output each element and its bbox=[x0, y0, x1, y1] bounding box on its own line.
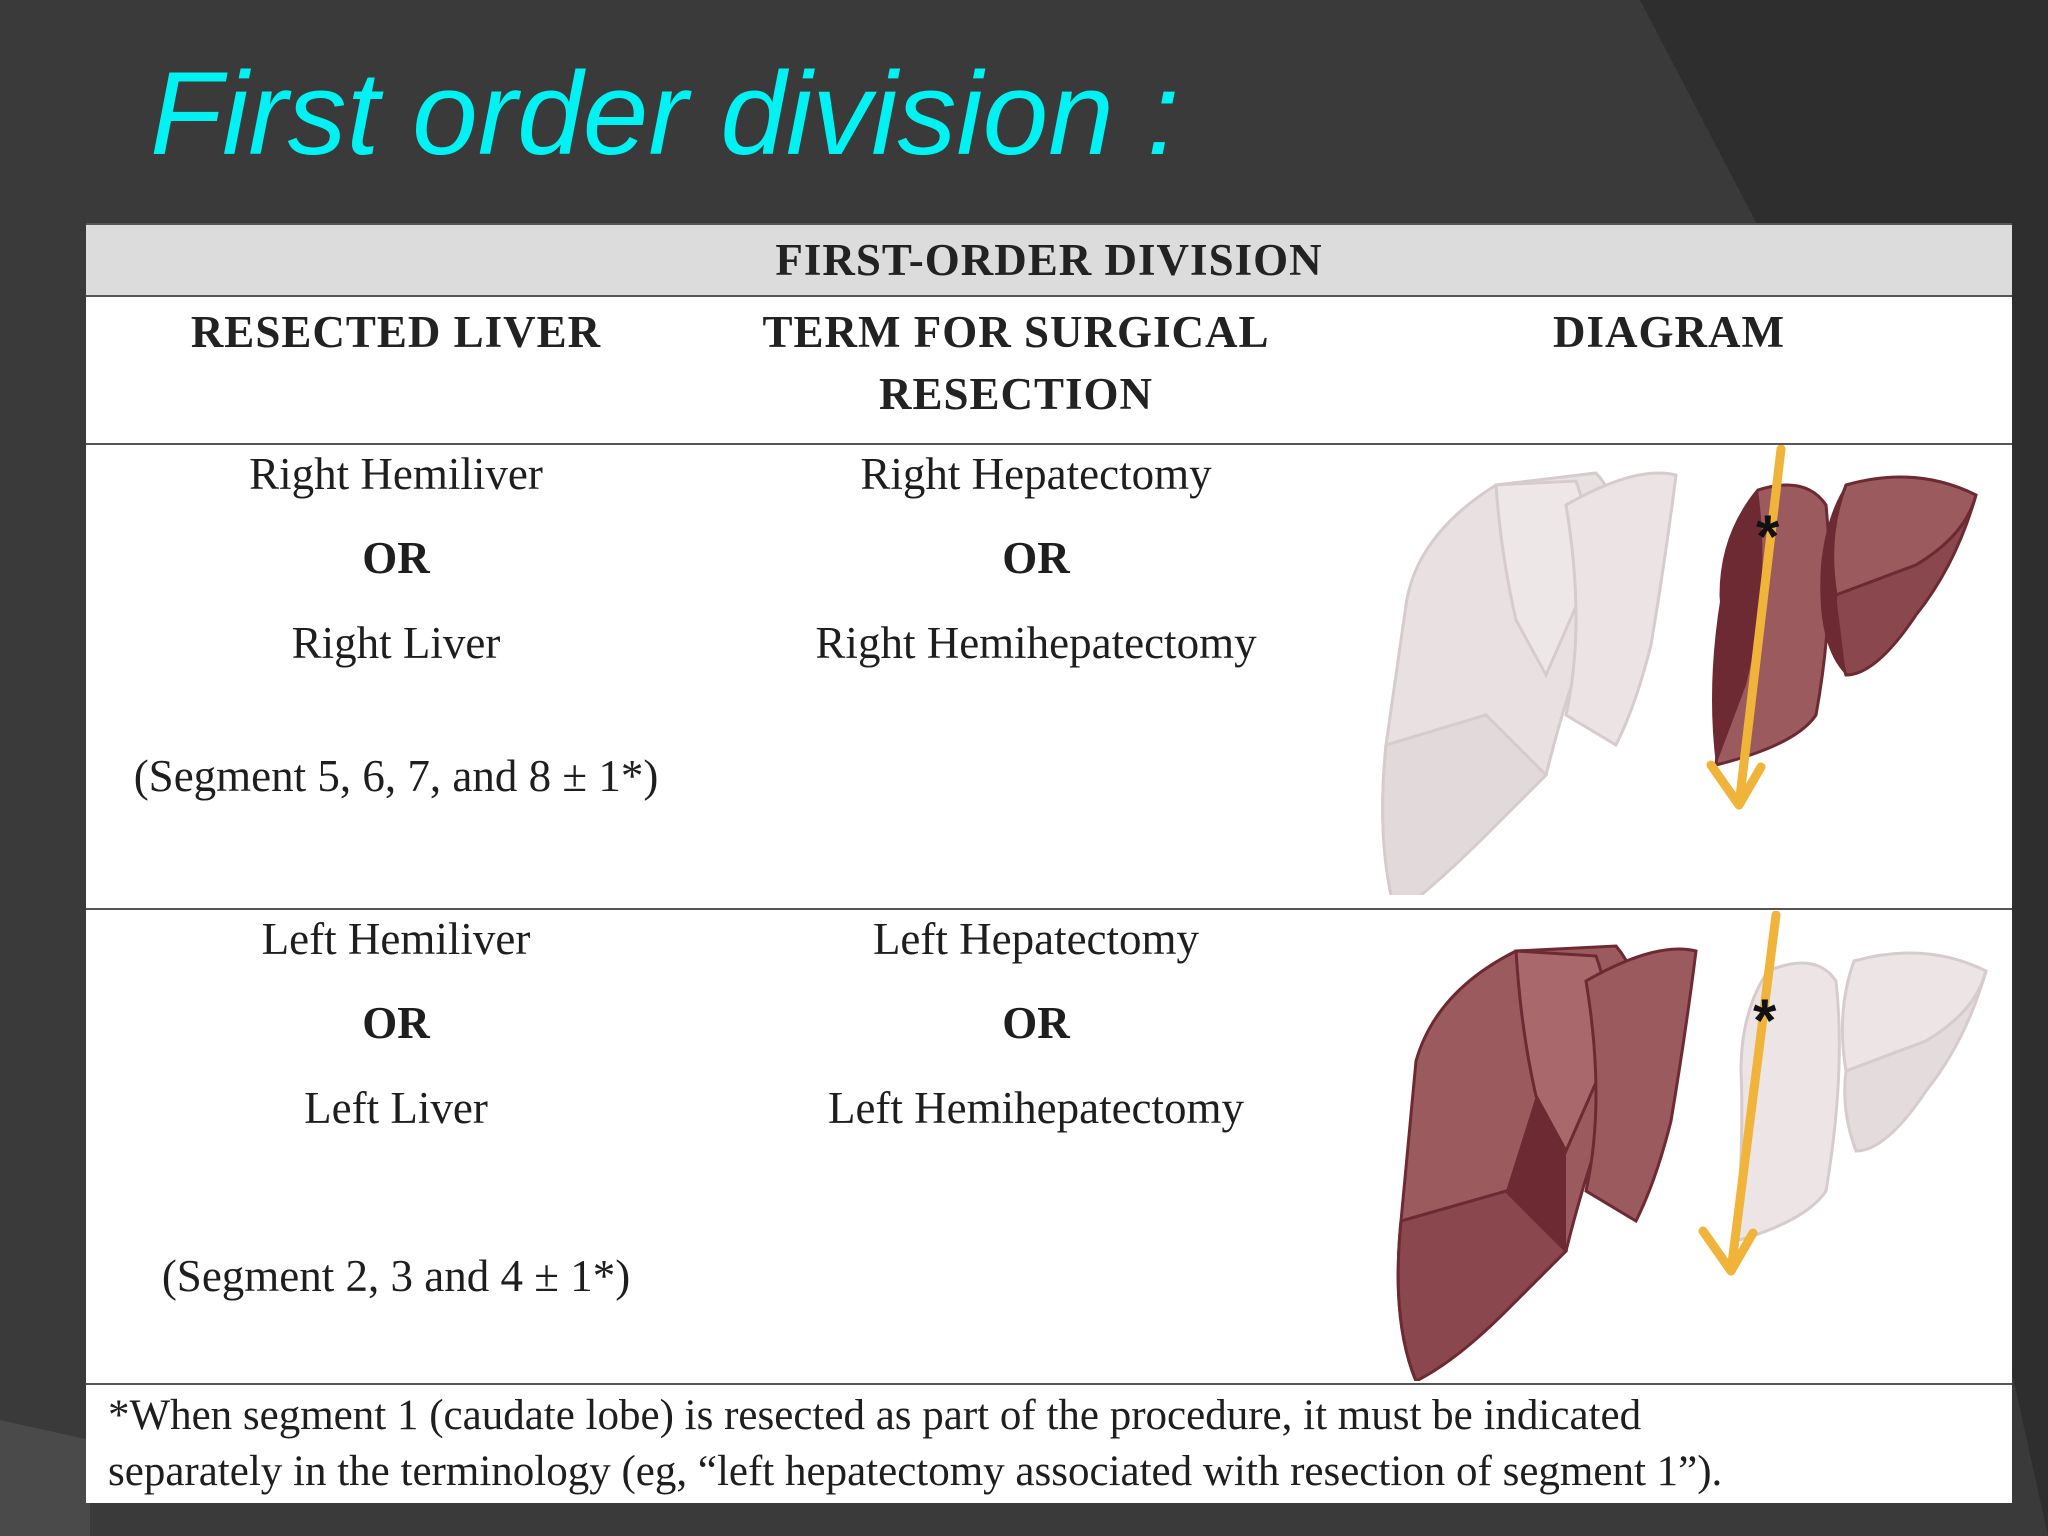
footnote-line2: separately in the terminology (eg, “left hepatectomy associated with resection of segment 1”). bbox=[108, 1448, 1723, 1495]
table-caption: FIRST-ORDER DIVISION bbox=[86, 223, 2012, 297]
resected-alt-name: Right Liver bbox=[291, 618, 501, 668]
footnote bbox=[108, 1388, 1988, 1500]
segment-list: (Segment 2, 3 and 4 ± 1*) bbox=[161, 1251, 631, 1301]
or-label: OR bbox=[1002, 998, 1070, 1048]
slide-title: First order division : bbox=[150, 48, 1180, 180]
right-hepatectomy-diagram bbox=[1376, 445, 2012, 895]
header-resected-liver: RESECTED LIVER bbox=[190, 307, 602, 357]
row-divider bbox=[86, 908, 2012, 910]
header-term bbox=[706, 301, 1326, 425]
or-label: OR bbox=[1002, 533, 1070, 583]
resected-left-liver bbox=[1398, 946, 1696, 1381]
footnote-line1: *When segment 1 (caudate lobe) is resected as part of the procedure, it must be indicated bbox=[108, 1392, 1642, 1439]
remnant-left-liver bbox=[1383, 473, 1676, 895]
resected-name: Left Hemiliver bbox=[261, 914, 531, 964]
resected-alt-name: Left Liver bbox=[304, 1083, 488, 1133]
row-divider bbox=[86, 1383, 2012, 1385]
left-hepatectomy-diagram bbox=[1376, 911, 2012, 1381]
header-term-line1: TERM FOR SURGICAL bbox=[762, 307, 1270, 357]
segment-list: (Segment 5, 6, 7, and 8 ± 1*) bbox=[133, 751, 659, 801]
header-term-line2: RESECTION bbox=[878, 369, 1154, 419]
surgical-term: Right Hepatectomy bbox=[860, 449, 1212, 499]
or-label: OR bbox=[362, 533, 430, 583]
or-label: OR bbox=[362, 998, 430, 1048]
surgical-term: Left Hepatectomy bbox=[872, 914, 1200, 964]
resection-table bbox=[86, 223, 2012, 1503]
header-diagram: DIAGRAM bbox=[1553, 307, 1785, 357]
resected-name: Right Hemiliver bbox=[249, 449, 543, 499]
surgical-alt-term: Right Hemihepatectomy bbox=[815, 618, 1257, 668]
caudate-marker: * bbox=[1756, 503, 1780, 570]
caudate-marker: * bbox=[1753, 987, 1777, 1054]
surgical-alt-term: Left Hemihepatectomy bbox=[827, 1083, 1245, 1133]
